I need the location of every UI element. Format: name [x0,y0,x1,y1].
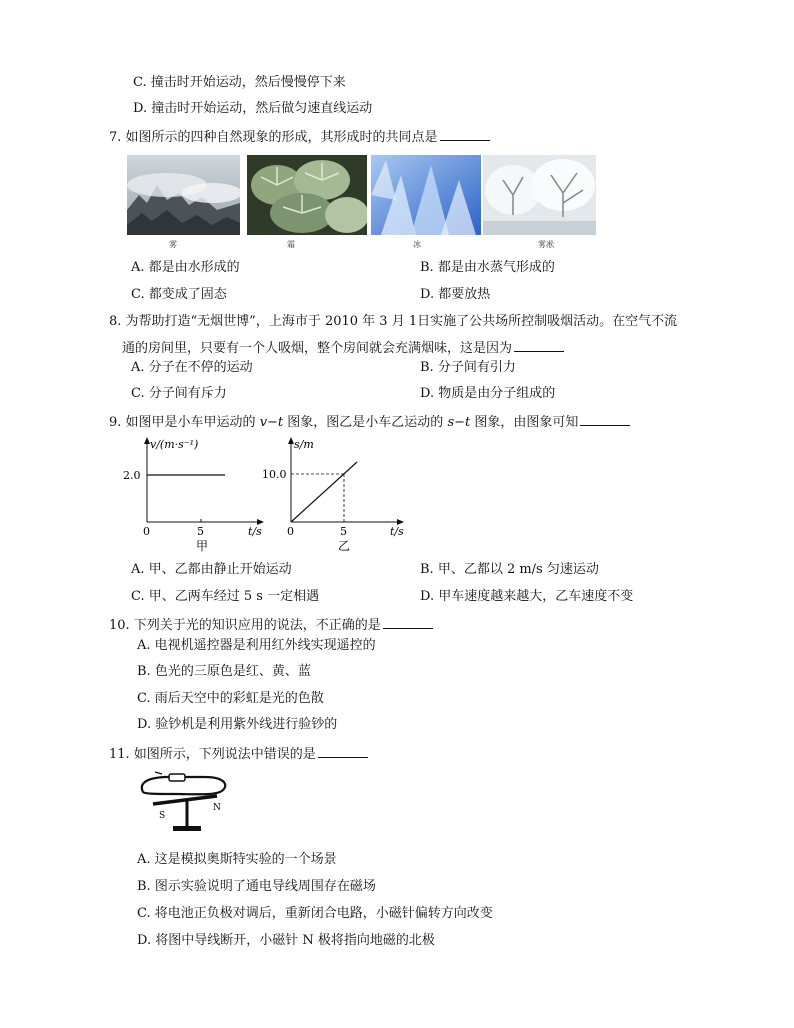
pole-n-label: N [213,803,221,813]
q9-stem [109,413,630,431]
q10-option-c: C. 雨后天空中的彩虹是光的色散 [137,691,324,706]
q8-stem-line1: 8. 为帮助打造“无烟世博”，上海市于 2010 年 3 月 1日实施了公共场所控制吸烟活动。在空气不流 [109,314,678,329]
graph-s-t-line [291,462,357,522]
graph-v-t-xlabel: t/s [248,525,262,538]
answer-blank [440,128,490,141]
answer-blank [318,745,368,758]
graph-s-t-ylabel: s/m [294,438,314,451]
pole-s-label: S [159,811,166,821]
graph-v-t-ylabel: v/(m·s⁻¹) [150,438,199,451]
graph-v-t-xtick: 5 [197,525,204,538]
q8-option-d: D. 物质是由分子组成的 [420,386,556,401]
graph-s-t-caption: 乙 [338,539,351,553]
graph-s-t-origin: 0 [287,525,294,538]
q11-stem [109,745,368,763]
q6-option-c: C. 撞击时开始运动，然后慢慢停下来 [133,75,346,90]
q9-option-b: B. 甲、乙都以 2 m/s 匀速运动 [420,562,599,577]
q9-stem-b: 图象，图乙是小车乙运动的 [287,415,444,430]
answer-blank [580,413,630,426]
compass-needle [153,796,217,804]
q11-stem-text: 11. 如图所示，下列说法中错误的是 [109,747,316,762]
battery-icon [169,774,185,781]
q9-stem-c: 图象，由图象可知 [474,415,579,430]
q8-stem-line2 [122,339,564,357]
q7-stem [109,128,490,146]
q10-option-a: A. 电视机遥控器是利用红外线实现遥控的 [137,638,376,653]
q11-option-d: D. 将图中导线断开，小磁针 N 极将指向地磁的北极 [137,933,435,948]
graph-s-t-ytick: 10.0 [262,468,287,481]
caption-frost: 霜 [287,240,295,249]
q10-option-b: B. 色光的三原色是红、黄、蓝 [137,664,311,679]
graph-v-t-origin: 0 [143,525,150,538]
caption-fog: 雾 [169,240,177,249]
q10-stem-text: 10. 下列关于光的知识应用的说法，不正确的是 [109,618,381,633]
q10-option-d: D. 验钞机是利用紫外线进行验钞的 [137,717,338,732]
q7-option-c: C. 都变成了固态 [131,287,227,302]
q11-option-c: C. 将电池正负极对调后，重新闭合电路，小磁针偏转方向改变 [137,906,493,921]
fog-photo [127,155,240,235]
q9-stem-a: 9. 如图甲是小车甲运动的 [109,415,256,430]
q11-option-b: B. 图示实验说明了通电导线周围存在磁场 [137,879,376,894]
q9-option-d: D. 甲车速度越来越大，乙车速度不变 [420,589,634,604]
answer-blank [514,339,564,352]
graph-v-t-ytick: 2.0 [123,469,141,482]
q9-stem-vt: v−t [259,415,284,430]
graph-s-t-xlabel: t/s [390,525,404,538]
q8-stem2-text: 通的房间里，只要有一个人吸烟，整个房间就会充满烟味，这是因为 [122,341,513,356]
q7-option-a: A. 都是由水形成的 [131,260,240,275]
q8-option-c: C. 分子间有斥力 [131,386,227,401]
q11-option-a: A. 这是模拟奥斯特实验的一个场景 [137,852,337,867]
switch-icon [155,772,162,774]
q8-option-b: B. 分子间有引力 [420,360,516,375]
q7-stem-text: 7. 如图所示的四种自然现象的形成，其形成时的共同点是 [109,130,438,145]
answer-blank [383,616,433,629]
caption-ice: 冰 [413,240,421,249]
oersted-figure [135,770,235,840]
frost-photo [247,155,367,235]
stand-base [173,826,201,831]
q6-option-d: D. 撞击时开始运动，然后做匀速直线运动 [133,101,373,116]
q8-option-a: A. 分子在不停的运动 [131,360,253,375]
graph-v-t [120,432,270,557]
graph-v-t-caption: 甲 [196,539,209,553]
q10-stem [109,616,433,634]
graph-s-t-xtick: 5 [340,525,347,538]
q7-option-d: D. 都要放热 [420,287,491,302]
q9-option-c: C. 甲、乙两车经过 5 s 一定相遇 [131,589,320,604]
q7-option-b: B. 都是由水蒸气形成的 [420,260,555,275]
caption-rime: 雾凇 [538,240,554,249]
q9-option-a: A. 甲、乙都由静止开始运动 [131,562,292,577]
q9-stem-st: s−t [447,415,471,430]
ice-photo [371,155,481,235]
rime-photo [483,155,596,235]
graph-s-t [262,432,412,557]
